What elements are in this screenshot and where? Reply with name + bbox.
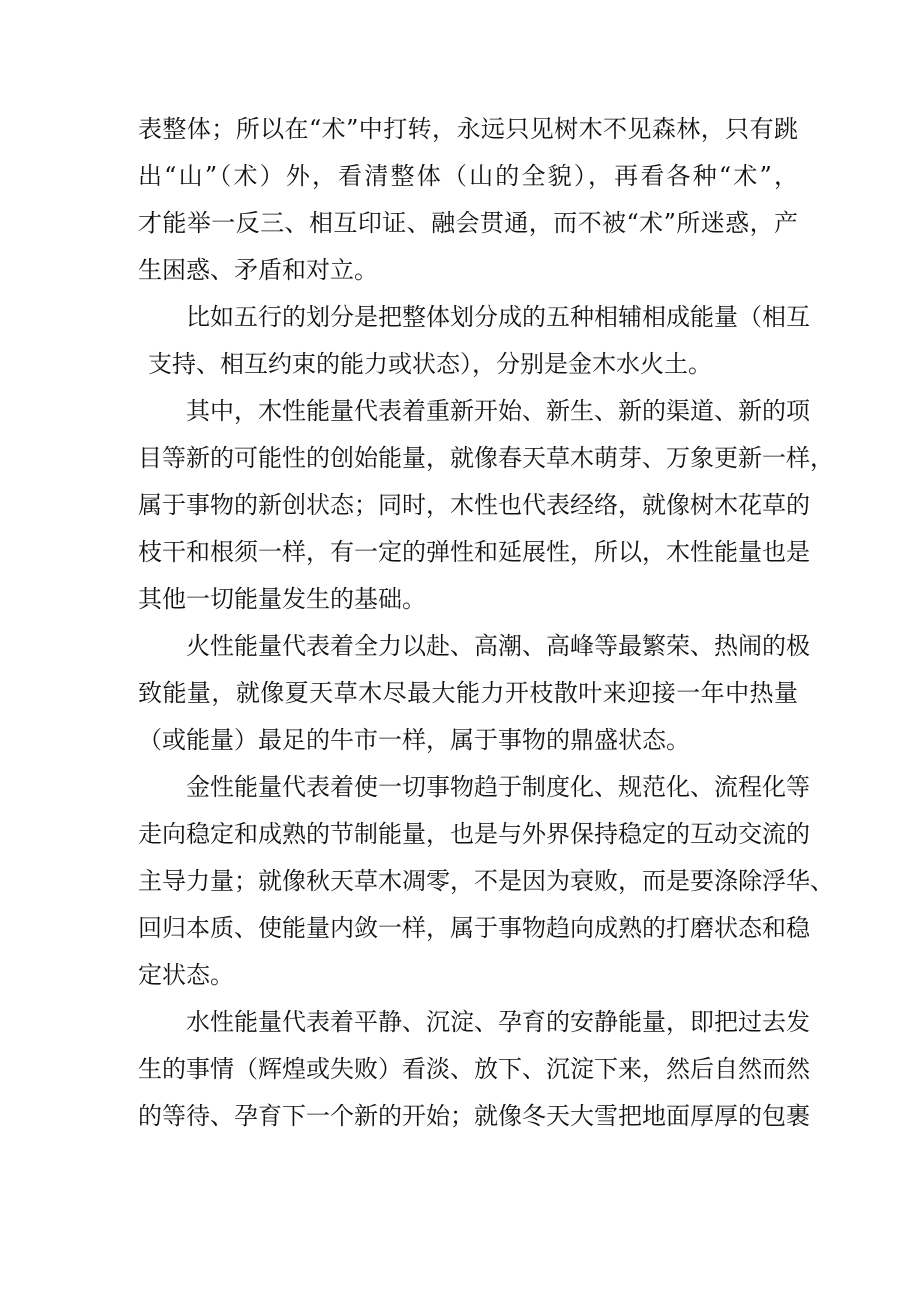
text-line: 枝干和根须一样，有一定的弹性和延展性，所以，木性能量也是: [138, 538, 810, 566]
text-line: 回归本质、使能量内敛一样，属于事物趋向成熟的打磨状态和稳: [138, 914, 810, 942]
text-line: 才能举一反三、相互印证、融会贯通，而不被“术”所迷惑，产: [138, 209, 798, 237]
paragraph-3: [138, 388, 834, 623]
text-line: 生困惑、矛盾和对立。: [138, 256, 378, 284]
text-line: 主导力量；就像秋天草木凋零，不是因为衰败，而是要涤除浮华、: [138, 867, 834, 895]
text-line: 火性能量代表着全力以赴、高潮、高峰等最繁荣、热闹的极: [186, 632, 810, 660]
paragraph-2: [138, 294, 810, 388]
text-line: 金性能量代表着使一切事物趋于制度化、规范化、流程化等: [186, 773, 810, 801]
text-line: 走向稳定和成熟的节制能量，也是与外界保持稳定的互动交流的: [138, 820, 810, 848]
text-line: 水性能量代表着平静、沉淀、孕育的安静能量，即把过去发: [186, 1008, 810, 1036]
text-line: 生的事情（辉煌或失败）看淡、放下、沉淀下来，然后自然而然: [138, 1055, 810, 1083]
text-line: 其中，木性能量代表着重新开始、新生、新的渠道、新的项: [186, 397, 810, 425]
text-line: 比如五行的划分是把整体划分成的五种相辅相成能量（相互: [186, 303, 810, 331]
document-body: [138, 106, 834, 1140]
paragraph-1: [138, 106, 798, 294]
text-line: 出“山”（术）外，看清整体（山的全貌），再看各种“术”，: [138, 162, 798, 190]
paragraph-5: [138, 764, 834, 999]
text-line: 目等新的可能性的创始能量，就像春天草木萌芽、万象更新一样，: [138, 444, 834, 472]
text-line: 其他一切能量发生的基础。: [138, 585, 426, 613]
paragraph-4: [138, 623, 810, 764]
text-line: 致能量，就像夏天草木尽最大能力开枝散叶来迎接一年中热量: [138, 679, 798, 707]
text-line: 的等待、孕育下一个新的开始；就像冬天大雪把地面厚厚的包裹: [138, 1102, 810, 1130]
text-line: 支持、相互约束的能力或状态），分别是金木水火土。: [148, 350, 712, 378]
text-line: 属于事物的新创状态；同时，木性也代表经络，就像树木花草的: [138, 491, 810, 519]
paragraph-6: [138, 999, 810, 1140]
text-line: 定状态。: [138, 961, 234, 989]
text-line: （或能量）最足的牛市一样，属于事物的鼎盛状态。: [138, 726, 690, 754]
text-line: 表整体；所以在“术”中打转，永远只见树木不见森林，只有跳: [138, 115, 798, 143]
